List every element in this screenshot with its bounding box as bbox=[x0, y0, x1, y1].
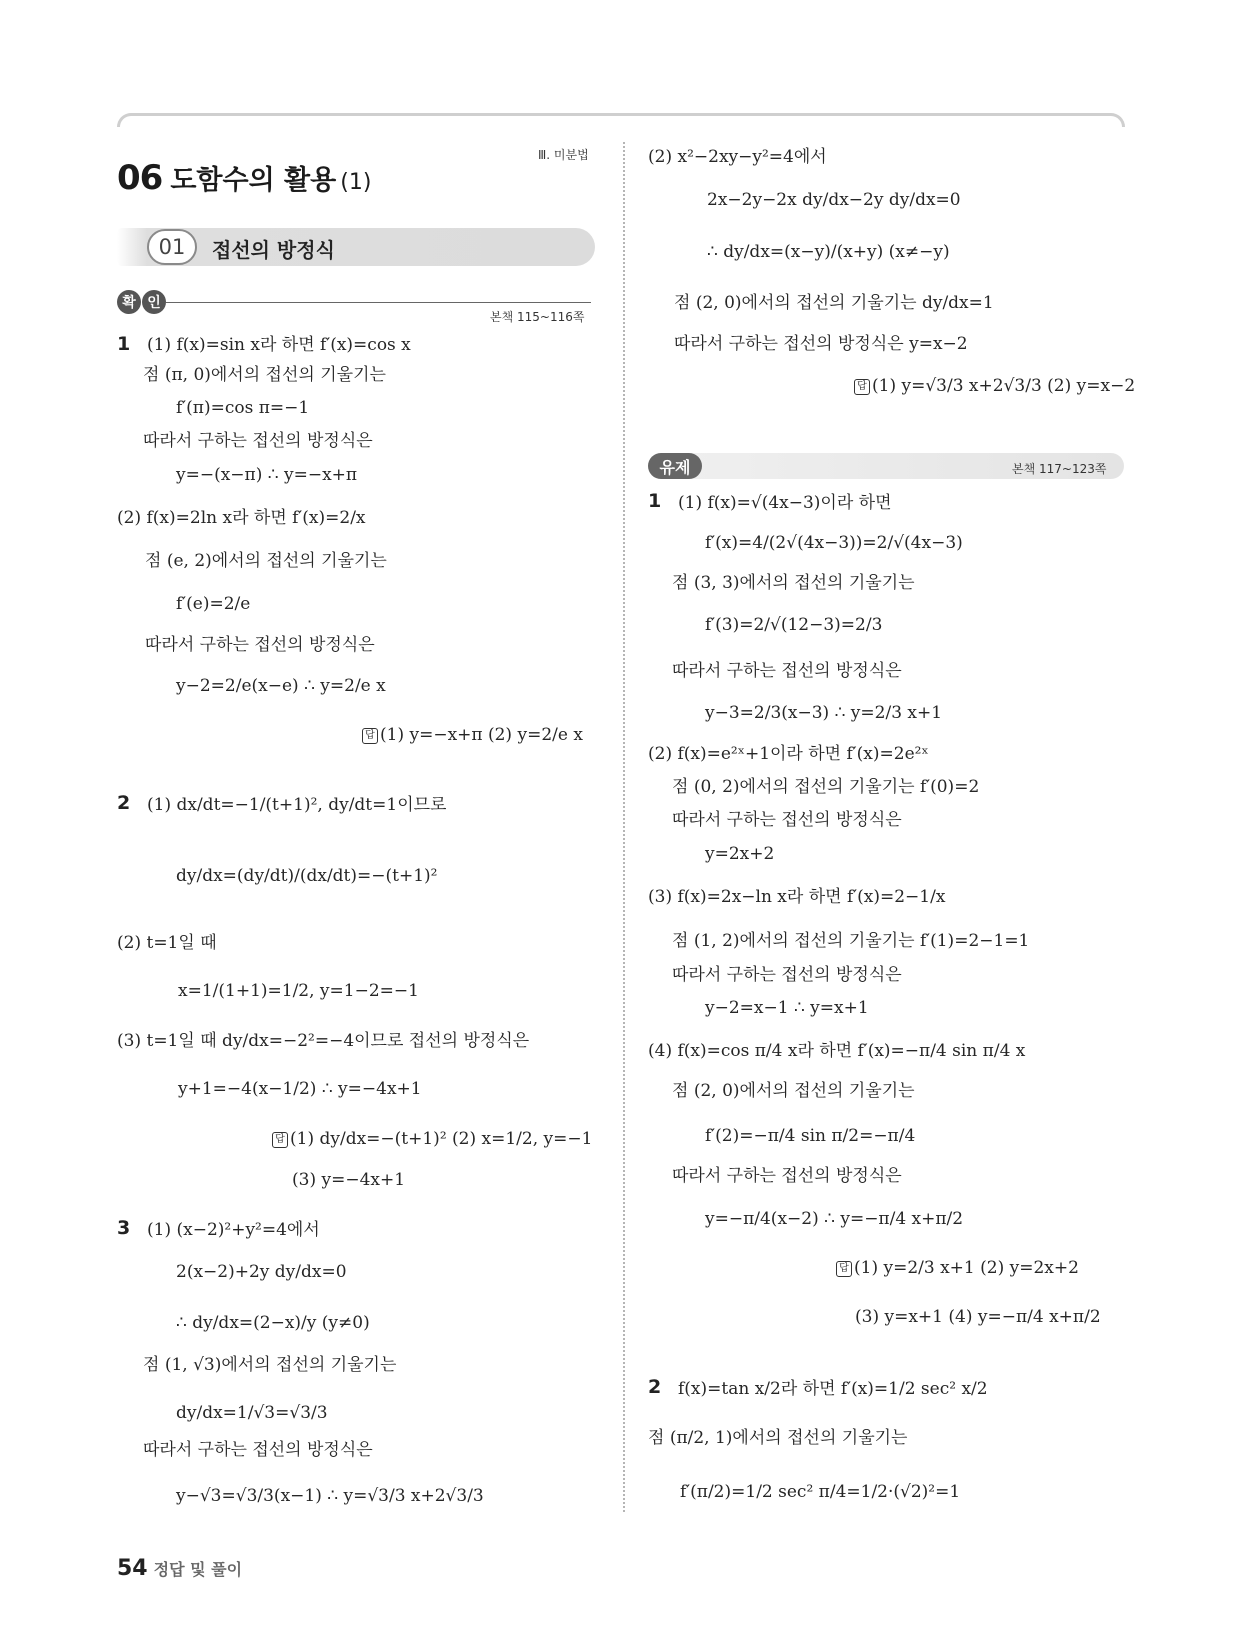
problem-number: 2 bbox=[648, 1376, 662, 1398]
topic-number: 01 bbox=[147, 229, 197, 265]
solution-line: y−3=2/3(x−3) ∴ y=2/3 x+1 bbox=[705, 703, 943, 723]
chapter-number: 06 bbox=[117, 158, 163, 198]
solution-line: f′(3)=2/√(12−3)=2/3 bbox=[705, 615, 883, 635]
solution-line: 2x−2y−2x dy/dx−2y dy/dx=0 bbox=[707, 190, 961, 210]
solution-line: y−2=x−1 ∴ y=x+1 bbox=[705, 998, 869, 1018]
solution-line: (2) f(x)=e²ˣ+1이라 하면 f′(x)=2e²ˣ bbox=[648, 744, 929, 764]
solution-line: x=1/(1+1)=1/2, y=1−2=−1 bbox=[178, 981, 419, 1001]
solution-line: 따라서 구하는 접선의 방정식은 y=x−2 bbox=[674, 334, 968, 354]
solution-line: 따라서 구하는 접선의 방정식은 bbox=[672, 965, 902, 985]
answer-icon: 답 bbox=[272, 1132, 288, 1148]
solution-line: dy/dx=(dy/dt)/(dx/dt)=−(t+1)² bbox=[176, 866, 438, 886]
answer-text: (1) y=−x+π (2) y=2/e x bbox=[380, 725, 583, 745]
solution-line: f′(π)=cos π=−1 bbox=[176, 398, 310, 418]
solution-line: 따라서 구하는 접선의 방정식은 bbox=[672, 810, 902, 830]
solution-line: 점 (1, 2)에서의 접선의 기울기는 f′(1)=2−1=1 bbox=[672, 931, 1030, 951]
hwagin-reference: 본책 115~116쪽 bbox=[490, 310, 585, 324]
section-label: Ⅲ. 미분법 bbox=[538, 148, 589, 162]
answer-text: (1) y=2/3 x+1 (2) y=2x+2 bbox=[854, 1258, 1079, 1278]
solution-line: 따라서 구하는 접선의 방정식은 bbox=[143, 431, 373, 451]
answer-icon: 답 bbox=[854, 379, 870, 395]
solution-line: y+1=−4(x−1/2) ∴ y=−4x+1 bbox=[178, 1079, 422, 1099]
solution-line: 점 (2, 0)에서의 접선의 기울기는 bbox=[672, 1081, 915, 1101]
yuje-reference: 본책 117~123쪽 bbox=[1012, 462, 1107, 476]
page-footer bbox=[117, 1556, 242, 1581]
solution-line: y−2=2/e(x−e) ∴ y=2/e x bbox=[176, 676, 386, 696]
hwagin-char-2: 인 bbox=[142, 290, 166, 314]
solution-line: f′(π/2)=1/2 sec² π/4=1/2·(√2)²=1 bbox=[680, 1482, 961, 1502]
solution-line: (1) f(x)=sin x라 하면 f′(x)=cos x bbox=[147, 335, 411, 355]
page-number: 54 bbox=[117, 1556, 148, 1581]
footer-title: 정답 및 풀이 bbox=[153, 1560, 243, 1579]
solution-line: 점 (3, 3)에서의 접선의 기울기는 bbox=[672, 573, 915, 593]
answer-line: (3) y=−4x+1 bbox=[292, 1170, 406, 1190]
answer-icon: 답 bbox=[362, 728, 378, 744]
solution-line: 따라서 구하는 접선의 방정식은 bbox=[672, 1166, 902, 1186]
topic-title: 접선의 방정식 bbox=[212, 238, 335, 262]
solution-line: 점 (0, 2)에서의 접선의 기울기는 f′(0)=2 bbox=[672, 777, 980, 797]
solution-line: y=−(x−π) ∴ y=−x+π bbox=[176, 465, 358, 485]
problem-number: 3 bbox=[117, 1217, 131, 1239]
solution-line: 점 (π/2, 1)에서의 접선의 기울기는 bbox=[648, 1428, 908, 1448]
problem-number: 2 bbox=[117, 792, 131, 814]
solution-line: (1) f(x)=√(4x−3)이라 하면 bbox=[678, 493, 892, 513]
solution-line: (2) t=1일 때 bbox=[117, 933, 217, 953]
chapter-subtitle: (1) bbox=[340, 170, 372, 195]
hwagin-char-1: 확 bbox=[117, 290, 141, 314]
solution-line: (2) f(x)=2ln x라 하면 f′(x)=2/x bbox=[117, 508, 366, 528]
solution-line: f(x)=tan x/2라 하면 f′(x)=1/2 sec² x/2 bbox=[678, 1379, 988, 1399]
solution-line: (3) f(x)=2x−ln x라 하면 f′(x)=2−1/x bbox=[648, 887, 946, 907]
solution-line: 따라서 구하는 접선의 방정식은 bbox=[672, 661, 902, 681]
solution-line: f′(e)=2/e bbox=[176, 594, 251, 614]
solution-line: (1) (x−2)²+y²=4에서 bbox=[147, 1220, 320, 1240]
solution-line: 따라서 구하는 접선의 방정식은 bbox=[143, 1440, 373, 1460]
solution-line: 점 (1, √3)에서의 접선의 기울기는 bbox=[143, 1355, 397, 1375]
answer-line: (3) y=x+1 (4) y=−π/4 x+π/2 bbox=[855, 1307, 1101, 1327]
problem-number: 1 bbox=[117, 333, 131, 355]
solution-line: (4) f(x)=cos π/4 x라 하면 f′(x)=−π/4 sin π/4 x bbox=[648, 1041, 1026, 1061]
hwagin-rule bbox=[166, 302, 591, 303]
solution-line: 점 (π, 0)에서의 접선의 기울기는 bbox=[143, 365, 386, 385]
solution-line: 따라서 구하는 접선의 방정식은 bbox=[145, 635, 375, 655]
solution-line: y=−π/4(x−2) ∴ y=−π/4 x+π/2 bbox=[705, 1209, 964, 1229]
solution-line: f′(2)=−π/4 sin π/2=−π/4 bbox=[705, 1126, 916, 1146]
problem-number: 1 bbox=[648, 490, 662, 512]
answer-icon: 답 bbox=[836, 1261, 852, 1277]
answer-text: (1) dy/dx=−(t+1)² (2) x=1/2, y=−1 bbox=[290, 1129, 593, 1149]
chapter-heading bbox=[117, 158, 371, 198]
answer-text: (1) y=√3/3 x+2√3/3 (2) y=x−2 bbox=[872, 376, 1136, 396]
solution-line: ∴ dy/dx=(x−y)/(x+y) (x≠−y) bbox=[707, 242, 950, 262]
chapter-title: 도함수의 활용 bbox=[170, 165, 337, 196]
solution-line: y=2x+2 bbox=[705, 844, 775, 864]
solution-line: 2(x−2)+2y dy/dx=0 bbox=[176, 1262, 347, 1282]
solution-line: (3) t=1일 때 dy/dx=−2²=−4이므로 접선의 방정식은 bbox=[117, 1031, 530, 1051]
yuje-badge: 유제 bbox=[648, 453, 702, 479]
solution-line: 점 (2, 0)에서의 접선의 기울기는 dy/dx=1 bbox=[674, 293, 994, 313]
solution-line: (1) dx/dt=−1/(t+1)², dy/dt=1이므로 bbox=[147, 795, 447, 815]
solution-line: y−√3=√3/3(x−1) ∴ y=√3/3 x+2√3/3 bbox=[176, 1486, 484, 1506]
solution-line: f′(x)=4/(2√(4x−3))=2/√(4x−3) bbox=[705, 533, 963, 553]
column-divider bbox=[623, 142, 625, 1512]
answer-line bbox=[836, 1257, 1079, 1279]
hwagin-badge bbox=[117, 290, 167, 314]
answer-line bbox=[272, 1128, 592, 1150]
solution-line: dy/dx=1/√3=√3/3 bbox=[176, 1403, 328, 1423]
answer-line bbox=[362, 724, 583, 746]
solution-line: ∴ dy/dx=(2−x)/y (y≠0) bbox=[176, 1313, 370, 1333]
solution-line: 점 (e, 2)에서의 접선의 기울기는 bbox=[145, 551, 387, 571]
page-frame-top bbox=[117, 113, 1125, 127]
solution-line: (2) x²−2xy−y²=4에서 bbox=[648, 147, 827, 167]
answer-line bbox=[854, 375, 1135, 397]
